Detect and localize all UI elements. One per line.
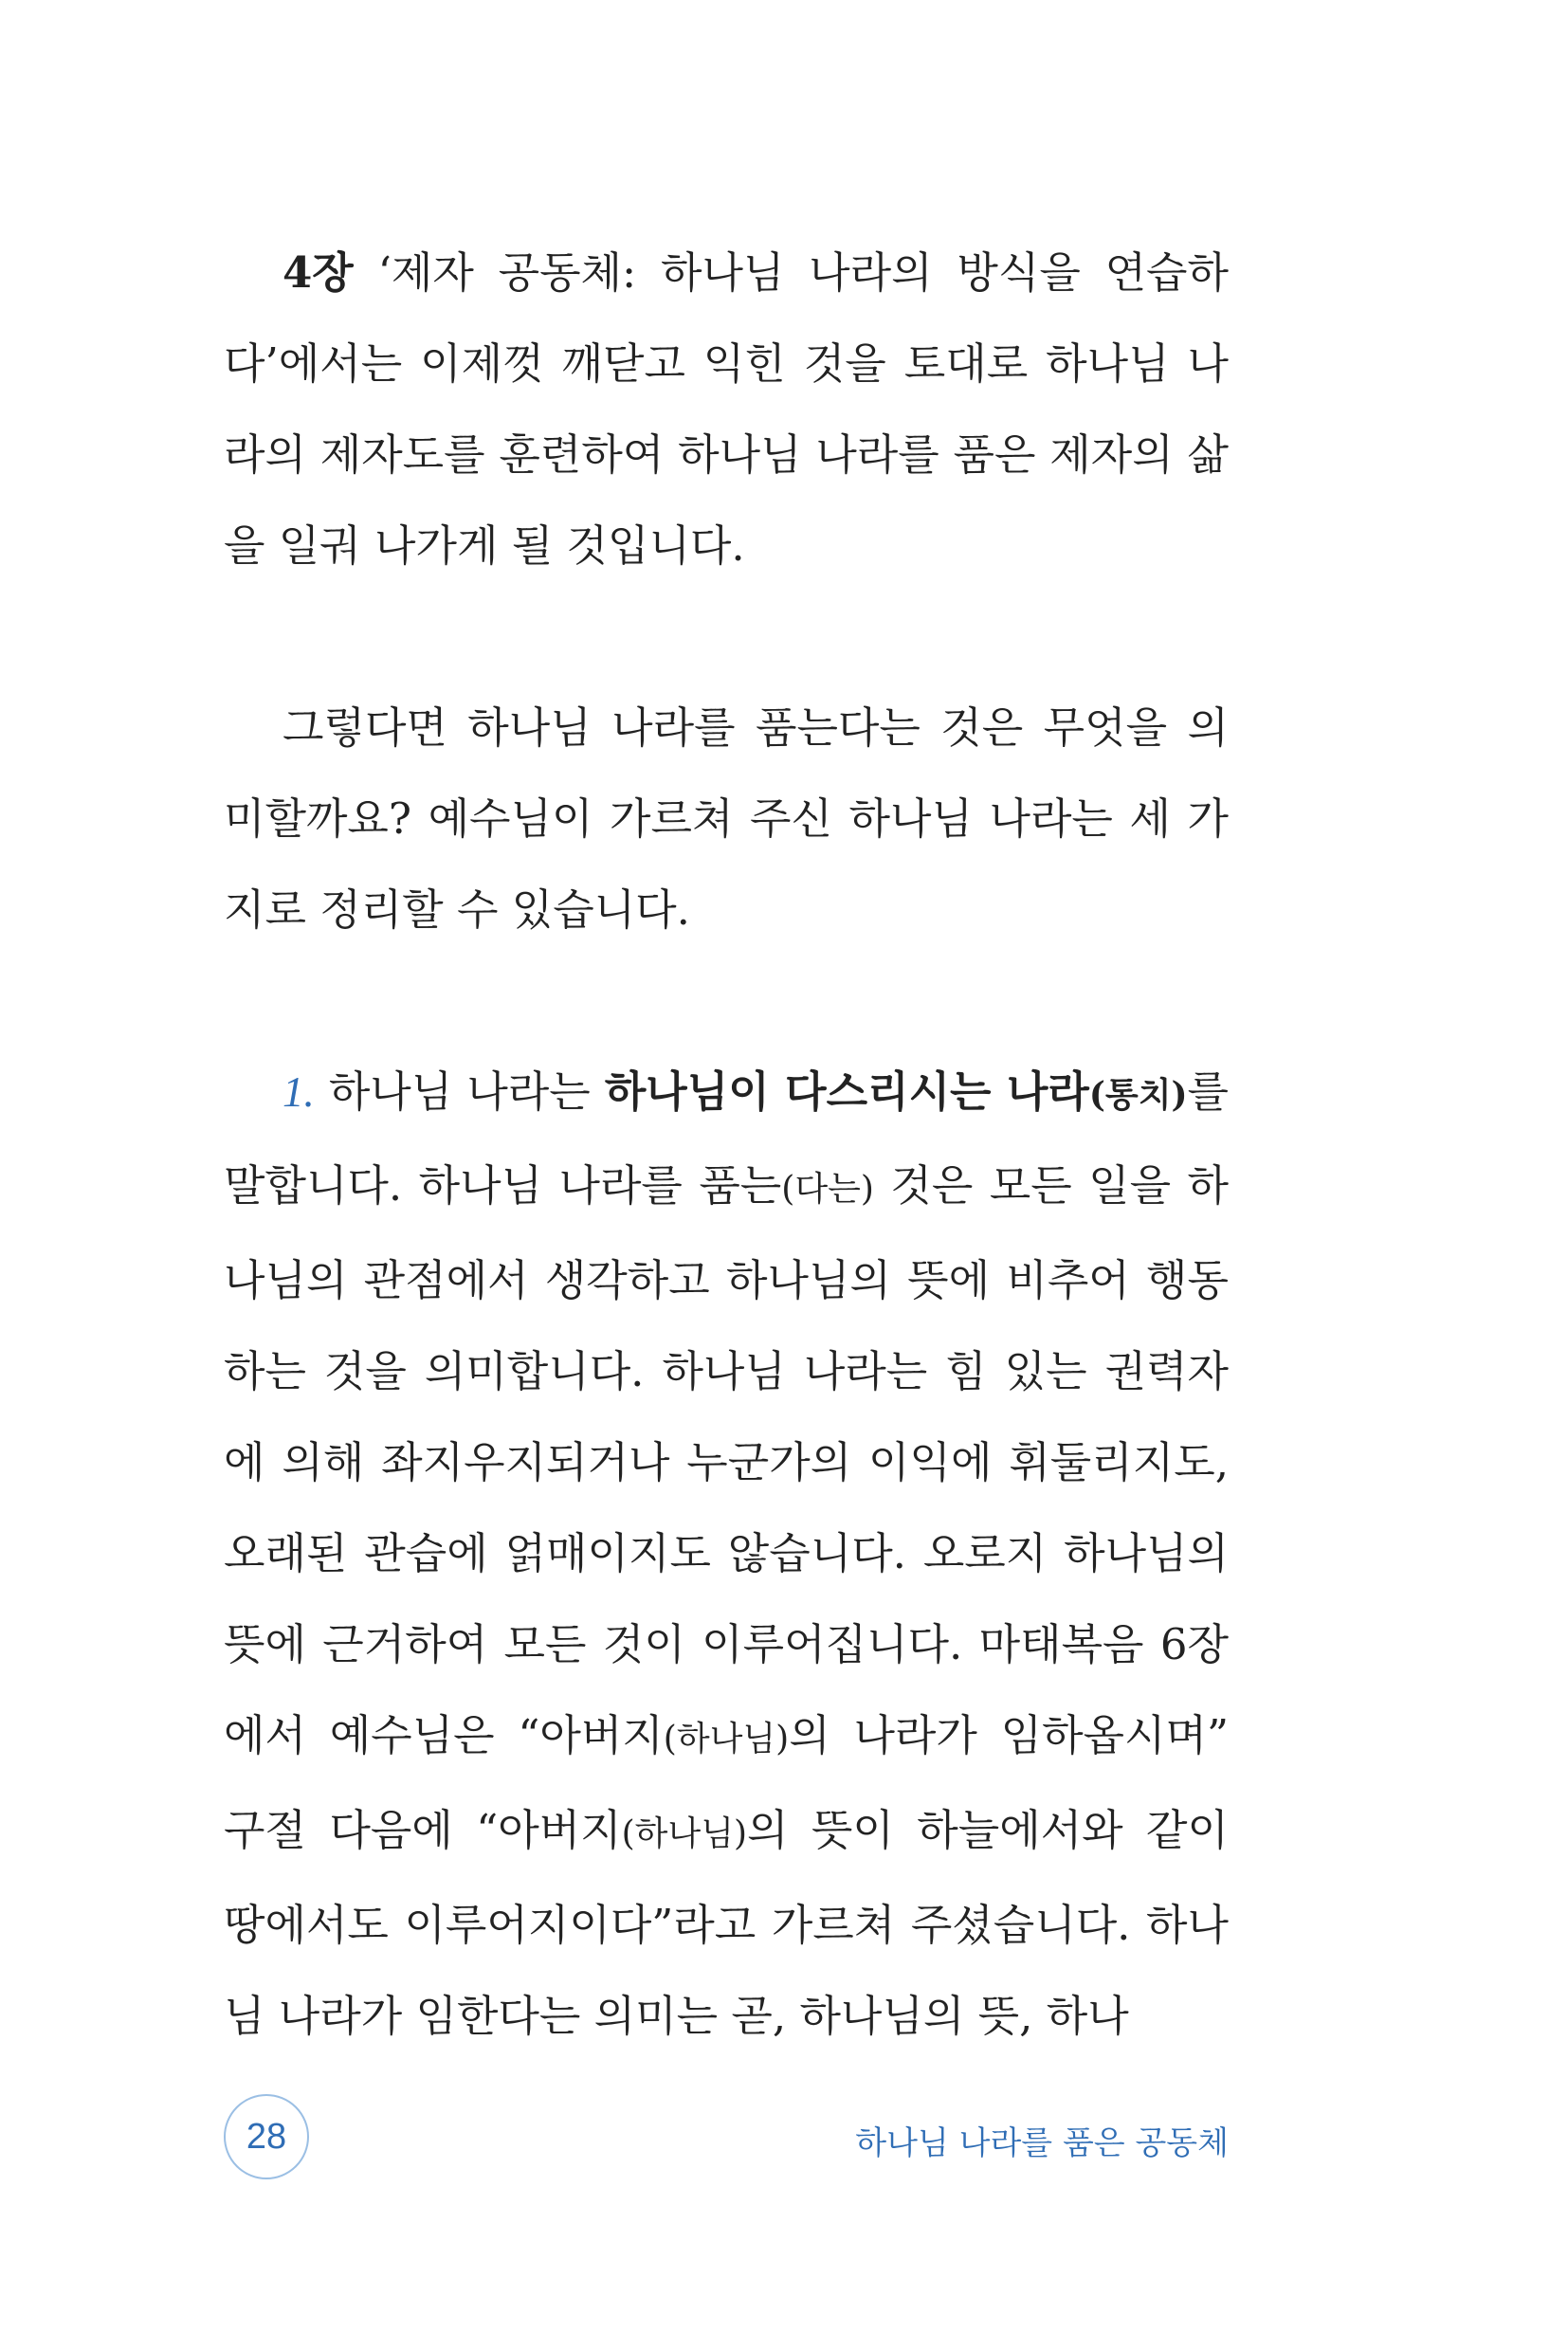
parenthetical: (하나님) xyxy=(621,1814,748,1853)
paragraph-text: ‘제자 공동체: 하나님 나라의 방식을 연습하다’에서는 이제껏 깨닫고 익힌 것을 토대로 하나님 나라의 제자도를 훈련하여 하나님 나라를 품은 제자의 삶을 일궈 나가게 될 것입니다. xyxy=(224,247,1229,571)
paragraph-point-1 xyxy=(224,1047,1229,2062)
page-body xyxy=(224,228,1229,2062)
parenthetical: (하나님) xyxy=(663,1720,790,1759)
paragraph-text: 것은 모든 일을 하나님의 관점에서 생각하고 하나님의 뜻에 비추어 행동하는 것을 의미합니다. 하나님 나라는 힘 있는 권력자에 의해 좌지우지되거나 누군가의 이익에 휘둘리지도, 오래된 관습에 얽매이지도 않습니다. 오로지 하나님의 뜻에 근거하여 모든 것이 이루어집니다. 마태복음 6장에서 예수님은 “아버지 xyxy=(224,1160,1229,1760)
list-number: 1. xyxy=(283,1068,315,1116)
running-title: 하나님 나라를 품은 공동체 xyxy=(855,2124,1229,2162)
paragraph-text: 하나님 나라는 xyxy=(314,1066,605,1117)
paragraph-text: 를 말합니다. 하나님 나라를 품는 xyxy=(224,1066,1229,1211)
page-footer xyxy=(224,2094,1229,2181)
chapter-label: 4장 xyxy=(283,247,354,298)
paragraph-chapter-4 xyxy=(224,228,1229,592)
emphasis-text: 하나님이 다스리시는 나라 xyxy=(604,1066,1089,1117)
page-number: 28 xyxy=(224,2094,309,2179)
paragraph-question xyxy=(224,683,1229,956)
emphasis-parenthetical: (통치) xyxy=(1088,1075,1188,1115)
paragraph-text: 그렇다면 하나님 나라를 품는다는 것은 무엇을 의미할까요? 예수님이 가르쳐 주신 하나님 나라는 세 가지로 정리할 수 있습니다. xyxy=(224,702,1229,935)
paragraph-text: 의 뜻이 하늘에서와 같이 땅에서도 이루어지이다”라고 가르쳐 주셨습니다. 하나님 나라가 임한다는 의미는 곧, 하나님의 뜻, 하나 xyxy=(224,1805,1229,2041)
paragraph-text: 의 나라가 임하옵시며” 구절 다음에 “아버지 xyxy=(224,1710,1229,1855)
parenthetical: (다는) xyxy=(781,1170,874,1209)
